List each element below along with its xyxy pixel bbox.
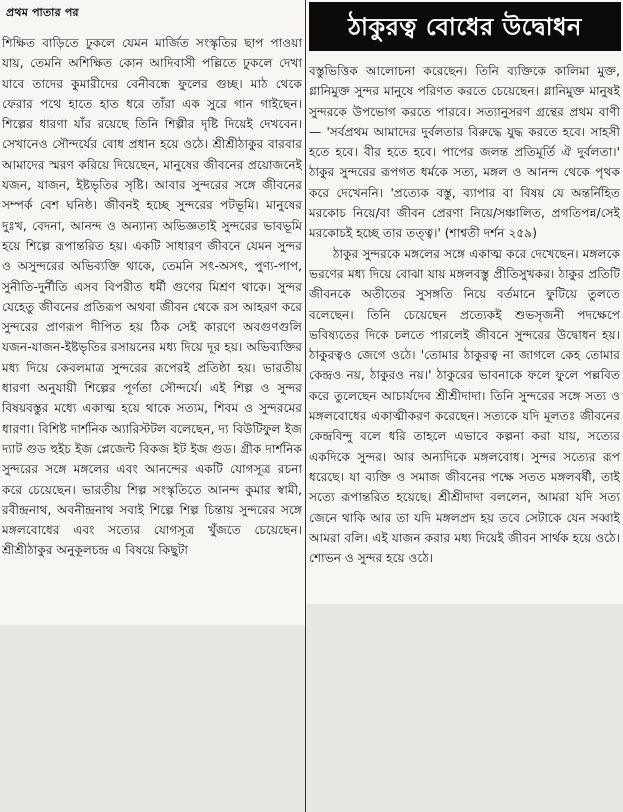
right-paragraph-2: ঠাকুর সুন্দরকে মঙ্গলের সঙ্গে একাত্ম করে দেখেছেন। মঙ্গলকে ভরণের মধ্য দিয়ে বোঝা যায় মঙ্গলবস্তু প্রীতিসুখকর। ঠাকুর প্রতিটি জীবনকে অতীতের সুসঙ্গতি নিয়ে বর্তমানে ফুটিয়ে তুলতে বলেছেন। তিনি চেয়েছেন প্রত্যেকই শুভসৃজনী পদক্ষেপে ভবিষ্যতের দিকে চলতে পারলেই জীবনে সুন্দরের উদ্বোধন হয়। ঠাকুরত্বও জেগে ওঠে। 'তোমার ঠাকুরত্ব না জাগলে কেহ তোমার কেন্দ্রও নয়, ঠাকুরও নয়।' ঠাকুরের ভাবনাকে ফলে ফুলে পল্লবিত করে তুলেছেন আচার্যদেব শ্রীশ্রীদাদা। তিনি সুন্দরের সঙ্গে সত্য ও মঙ্গলবোধের একাত্মীকরণ করেছেন। সত্যকে যদি মূলতঃ জীবনের কেন্দ্রবিন্দু বলে ধরি তাহলে এভাবে কল্পনা করা যায়, সত্যের একদিকে সুন্দর। আর অন্যদিকে মঙ্গলবোধ। সুন্দর সত্যের রূপ ধরেছে। যা ব্যক্তি ও সমাজ জীবনের পক্ষে সতত মঙ্গলবর্ষী, তাই সত্যে রূপান্তরিত হয়েছে। শ্রীশ্রীদাদা বললেন, আমরা যদি সত্য জেনে থাকি আর তা যদি মঙ্গলপ্রদ হয় তবে সেটাকে যেন সব্বাই আমরা বলি। এই যাজন করার মধ্য দিয়েই জীবন সার্থক হয়ে ওঠে। শোভন ও সুন্দর হয়ে ওঠে। — [309, 246, 620, 566]
column-divider — [305, 0, 306, 812]
continuation-label: প্রথম পাতার পর — [6, 6, 79, 19]
article-title: ঠাকুরত্ব বোধের উদ্বোধন — [309, 2, 621, 51]
right-column-body — [309, 61, 620, 568]
right-shaded-band — [306, 604, 623, 812]
left-shaded-band — [0, 625, 305, 812]
left-column-body — [2, 33, 302, 561]
right-paragraph-1: বস্তুভিত্তিক আলোচনা করেছেন। তিনি ব্যক্তিকে কালিমা মুক্ত, গ্লানিমুক্ত সুন্দর মানুষে পরিণত করতে চেয়েছেন। গ্লানিমুক্ত মানুষই সুন্দরকে উপভোগ করতে পারবে। সত্যানুসরণ গ্রন্থের প্রথম বাণী — 'সর্বপ্রথম আমাদের দুর্বলতার বিরুদ্ধে যুদ্ধ করতে হবে। সাহসী হতে হবে। বীর হতে হবে। পাপের জলন্ত প্রতিমূর্তি ঐ দুর্বলতা।' ঠাকুর সুন্দরের রূপগত ধর্মকে সত্য, মঙ্গল ও আনন্দ থেকে পৃথক করে দেখেননি। 'প্রত্যেক বস্তু, ব্যাপার বা বিষয় যে অন্তর্নিহিত মরকোচ নিয়ে/বা জীবন প্রেরণা নিয়ে/সঞ্চালিত, প্রগতিপন্ন/সেই মরকোচই হচ্ছে তার তত্ত্ব।' (শাশ্বতী দর্শন ২৫৯) — [309, 64, 620, 241]
left-paragraph: শিক্ষিত বাড়িতে ঢুকলে যেমন মার্জিত সংস্কৃতির ছাপ পাওয়া যায়, তেমনি অশিক্ষিত কোন আদিবাসী পল্লিতে ঢুকলে দেখা যাবে তাদের কুমারীদের বেনীবন্ধে ফুলের গুচ্ছ। মাঠ থেকে ফেরার পথে হাতে হাত ধরে তাঁরা এক সুরে গান গাইছেন। শিল্পের ধারণা যাঁর রয়েছে তিনি শিল্পীর দৃষ্টি দিয়েই দেখবেন। সেখানেও সৌন্দর্যের বোধ প্রধান হয়ে ওঠে। শ্রীশ্রীঠাকুর বারবার আমাদের স্মরণ করিয়ে দিয়েছেন, মানুষের জীবনের প্রয়োজনেই যজন, যাজন, ইষ্টভৃতির সৃষ্টি। আবার সুন্দরের সঙ্গে জীবনের সম্পর্ক বেশ ঘনিষ্ঠ। জীবনই হচ্ছে সুন্দরের পটভূমি। মানুষের দুঃখ, বেদনা, আনন্দ ও অন্যান্য অভিজ্ঞতাই সুন্দরের ভাবভূমি হয়ে শিল্পে রূপান্তরিত হয়। একটি সাধারণ জীবনে যেমন সুন্দর ও অসুন্দরের অভিব্যক্তি থাকে, তেমনি সৎ-অসৎ, পুণ্য-পাপ, সুনীতি-দুর্নীতি এসব বিপরীত ধর্মী গুণের মিশ্রণ থাকে। সুন্দর যেহেতু জীবনের প্রতিরূপ অথবা জীবন থেকে রস আহরণ করে সুন্দরের প্রাণরূপ দীপিত হয় ঠিক সেই কারণে অবগুণগুলি যজন-যাজন-ইষ্টভৃতির রসায়নের মধ্য দিয়ে দূর হয়। অভিব্যক্তির মধ্য দিয়ে কেবলমাত্র সুন্দরের রূপেরই প্রতিষ্ঠা হয়। ভারতীয় ধারণা অনুযায়ী শিল্পের পূর্ণতা সৌন্দর্যে। এই শিল্প ও সুন্দর বিষয়বস্তুর মধ্যে একাত্ম হয়ে থাকে সত্যম, শিবম ও সুন্দরমের ধারণা। বিশিষ্ট দার্শনিক অ্যারিস্টটল বলেছেন, দ্য বিউটিফুল ইজ দ্যাট গুড হুইচ ইজ প্লেজেন্ট বিকজ ইট ইজ গুড। গ্রীক দার্শনিক সুন্দরের সঙ্গে মঙ্গলের এবং আনন্দের একটি যোগসূত্র রচনা করে চেয়েছেন। ভারতীয় শিল্প সংস্কৃতিতে আনন্দ কুমার স্বামী, রবীন্দ্রনাথ, অবনীন্দ্রনাথ সবাই শিল্পে শিল্প চিন্তায় সুন্দরের সঙ্গে মঙ্গলবোধের এবং সত্যের যোগসূত্র খুঁজতে চেয়েছেন। শ্রীশ্রীঠাকুর অনুকূলচন্দ্র এ বিষয়ে কিছুটা — [2, 36, 302, 558]
